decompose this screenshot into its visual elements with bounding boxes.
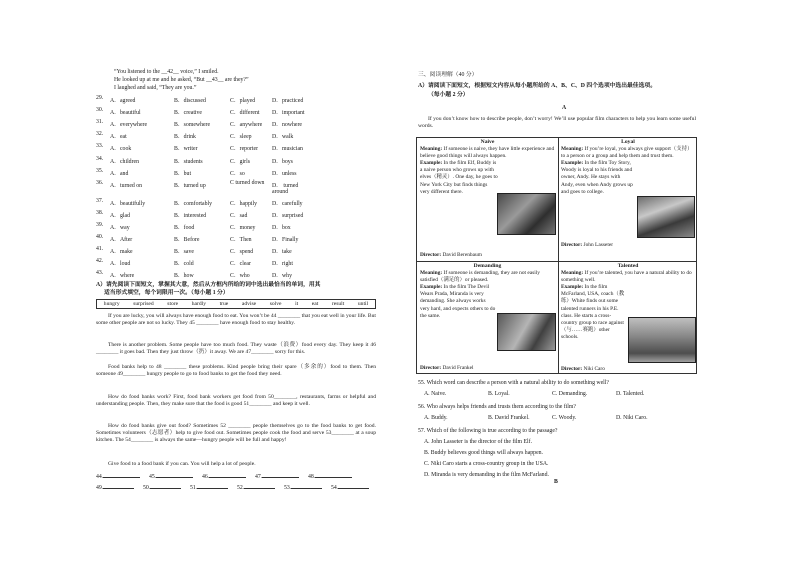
option-b: B．but bbox=[174, 170, 192, 177]
passage-paragraph: Give food to a food bank if you can. You will help a lot of people. bbox=[108, 461, 256, 467]
word-box-item: it bbox=[295, 301, 299, 307]
director-label: Director: bbox=[420, 251, 442, 258]
question-number: 31. bbox=[96, 119, 104, 126]
option-b: B．cold bbox=[174, 261, 194, 268]
passage-paragraph: How do food banks work? First, food bank workers get food from 50________, restaurants, farms or helpful and understanding people. Then, they make sure that the food is good 51________ and keep it well. bbox=[96, 394, 376, 408]
example-label: Example: bbox=[420, 284, 443, 291]
story-line-3: I laughed and said, “They are you.” bbox=[114, 85, 197, 91]
option-a: A．and bbox=[110, 170, 129, 177]
question-number: 29. bbox=[96, 95, 104, 101]
option-a: A．everywhere bbox=[110, 122, 148, 129]
answer-blank[interactable] bbox=[331, 483, 369, 492]
option-b: B．drink bbox=[174, 134, 196, 141]
film-still-elf bbox=[497, 193, 556, 235]
answer-number: 44. bbox=[96, 474, 104, 480]
word-box-item: hungry bbox=[103, 301, 120, 307]
meaning-label: Meaning: bbox=[420, 146, 443, 153]
cell-head-talented: Talented bbox=[617, 263, 639, 269]
question-number: 40. bbox=[96, 234, 104, 241]
option-c: C．played bbox=[230, 98, 256, 104]
option-d: D．box bbox=[272, 225, 291, 231]
answer-underline[interactable] bbox=[150, 483, 181, 489]
answer-number: 53. bbox=[284, 485, 292, 491]
option-a: A．cook bbox=[110, 146, 132, 153]
passage-paragraph: If you are lucky, you will always have enough food to eat. You won’t be 44 ________ that you eat well in your life. But some other people are not so lucky. They 45 ________ have enough food to stay healthy. bbox=[96, 313, 376, 327]
answer-option[interactable]: D. Miranda is very demanding in the film McFarland. bbox=[424, 472, 549, 478]
option-a: A．eat bbox=[110, 134, 127, 141]
answer-option[interactable]: D. Niki Caro. bbox=[616, 415, 648, 421]
film-still-devil-wears-prada bbox=[497, 313, 556, 351]
option-d: D．important bbox=[272, 110, 305, 117]
option-a: A．way bbox=[110, 225, 130, 231]
option-c: C．different bbox=[230, 110, 260, 117]
answer-number: 51. bbox=[190, 485, 198, 491]
answer-blank[interactable] bbox=[190, 483, 228, 492]
option-d: D．practiced bbox=[272, 98, 304, 104]
option-b: B．comfortably bbox=[174, 200, 212, 207]
option-b: B．writer bbox=[174, 146, 198, 153]
answer-blank[interactable] bbox=[96, 472, 140, 481]
passage-letter-a: A bbox=[562, 105, 567, 111]
word-table bbox=[416, 137, 697, 374]
word-box-item: result bbox=[331, 301, 345, 307]
answer-underline[interactable] bbox=[209, 472, 246, 478]
director-name: Niki Caro bbox=[583, 365, 605, 372]
option-c: C．sad bbox=[230, 212, 248, 219]
example-label: Example: bbox=[561, 160, 584, 167]
option-a: A．turned on bbox=[110, 182, 143, 189]
answer-blank[interactable] bbox=[255, 472, 299, 481]
passage-intro: If you don’t know how to describe people, don’t worry! We’ll use popular film characters to help you learn some useful words. bbox=[418, 116, 696, 130]
question-number: 32. bbox=[96, 131, 104, 138]
answer-blank[interactable] bbox=[96, 483, 134, 492]
word-box-item: true bbox=[219, 301, 229, 307]
section-b-title: A）请先阅读下面短文，掌握其大意，然后从方框内所给的词中选出最恰当的单词，用其 bbox=[96, 282, 321, 288]
option-c: C turned down bbox=[230, 179, 265, 186]
question-number: 33. bbox=[96, 143, 104, 150]
answer-option[interactable]: A. John Lasseter is the director of the film Elf. bbox=[424, 439, 533, 445]
option-d: D．why bbox=[272, 273, 292, 280]
option-d: D． turned around bbox=[272, 182, 299, 195]
answer-option[interactable]: A. Buddy. bbox=[424, 415, 448, 421]
option-d: D．boys bbox=[272, 158, 293, 165]
director-label: Director: bbox=[561, 365, 583, 372]
word-box-item: eat bbox=[311, 301, 319, 307]
meaning-label: Meaning: bbox=[561, 146, 584, 153]
reading-instruction: A）请阅读下面短文，根据短文内容从每小题所给的 A、B、C、D 四个选项中选出最佳选项。 bbox=[418, 83, 656, 89]
option-d: D．surprised bbox=[272, 212, 304, 219]
option-a: A．After bbox=[110, 237, 133, 244]
meaning-text: If someone is demanding, they are not easily satisfied（满足的）or pleased. bbox=[420, 270, 540, 284]
answer-blank[interactable] bbox=[143, 483, 181, 492]
question-number: 35. bbox=[96, 167, 104, 174]
option-c: C．happily bbox=[230, 200, 258, 207]
passage-paragraph: How do food banks give out food? Sometimes 52 ________ people themselves go to the food banks to get food. Sometimes volunteers（志愿者）help to give food out. Sometimes people cook the food and serve 53________ at a soup kitchen. The 54________ is always the same—hungry people will be full and happy! bbox=[96, 423, 376, 444]
option-c: C．who bbox=[230, 273, 250, 280]
answer-number: 52. bbox=[237, 485, 245, 491]
word-box-item: hardly bbox=[191, 301, 207, 307]
question-number: 30. bbox=[96, 107, 104, 114]
option-c: C．money bbox=[230, 225, 256, 231]
director-name: John Lasseter bbox=[583, 242, 614, 248]
director-label: Director: bbox=[561, 242, 583, 248]
option-a: A．agreed bbox=[110, 98, 136, 104]
word-box-item: advise bbox=[241, 301, 257, 307]
director-name: David Frankel bbox=[442, 364, 474, 371]
option-c: C．so bbox=[230, 170, 245, 177]
answer-option[interactable]: C. Woody. bbox=[552, 415, 577, 421]
example-text: In the film McFarland, USA, coach（教练）White finds out some talented runners in his P.E. class. He starts a cross-country group to race against（与……赛跑）other schools. bbox=[561, 284, 625, 340]
story-line-1: “You listened to the __42__ voice,” I smiled. bbox=[114, 69, 219, 75]
answer-number: 49. bbox=[96, 485, 104, 491]
answer-number: 46. bbox=[202, 474, 210, 480]
option-a: A．children bbox=[110, 158, 139, 165]
answer-number: 50. bbox=[143, 485, 151, 491]
director-name: David Berenbaum bbox=[442, 251, 482, 258]
meaning-label: Meaning: bbox=[420, 270, 443, 277]
story-line-2: He looked up at me and he asked, “But __43__ are they?” bbox=[114, 77, 249, 83]
question-number: 34. bbox=[96, 155, 104, 162]
question-number: 39. bbox=[96, 222, 104, 228]
answer-blank[interactable] bbox=[308, 472, 352, 481]
option-d: D．carefully bbox=[272, 200, 303, 207]
option-b: B．discussed bbox=[174, 98, 206, 104]
answer-underline[interactable] bbox=[262, 472, 299, 478]
example-label: Example: bbox=[420, 160, 443, 167]
option-b: B．somewhere bbox=[174, 122, 211, 129]
meaning-text: If you’re talented, you have a natural ability to do something well. bbox=[561, 270, 692, 284]
answer-option[interactable]: C. Demanding. bbox=[552, 391, 588, 397]
passage-paragraph: There is another problem. Some people have too much food. They waste（浪费）food every day. They keep it 46 ________ it goes bad. Then they just throw（扔）it away. We are 47________ sorry for this. bbox=[96, 342, 376, 356]
option-d: D．unless bbox=[272, 170, 297, 177]
question-number: 42. bbox=[96, 258, 104, 265]
answer-option[interactable]: D. Talented. bbox=[616, 391, 645, 397]
option-d: D．musician bbox=[272, 146, 303, 153]
word-box bbox=[96, 299, 376, 309]
answer-underline[interactable] bbox=[156, 472, 193, 478]
option-b: B．food bbox=[174, 225, 195, 231]
answer-number: 48. bbox=[308, 474, 316, 480]
option-b: B．turned up bbox=[174, 182, 206, 189]
answer-underline[interactable] bbox=[103, 472, 140, 478]
option-b: B．how bbox=[174, 273, 194, 280]
answer-option[interactable]: A. Naive. bbox=[424, 391, 447, 397]
answer-option[interactable]: C. Niki Caro starts a cross-country group in the USA. bbox=[424, 461, 549, 467]
option-d: D．take bbox=[272, 249, 292, 256]
meaning-text: If you’re loyal, you always give support（支持）to a person or a group and help them and trust them. bbox=[561, 146, 693, 160]
question-text: 57. Which of the following is true according to the passage? bbox=[418, 428, 558, 434]
option-d: D．right bbox=[272, 261, 293, 268]
meaning-label: Meaning: bbox=[561, 270, 584, 277]
question-number: 43. bbox=[96, 270, 104, 277]
answer-underline[interactable] bbox=[103, 483, 134, 489]
example-label: Example: bbox=[561, 284, 584, 291]
option-d: D．Finally bbox=[272, 237, 299, 244]
answer-underline[interactable] bbox=[338, 483, 369, 489]
cell-head-demanding: Demanding bbox=[473, 263, 502, 269]
question-number: 41. bbox=[96, 246, 104, 253]
example-text: In the film Toy Story, Woody is loyal to his friends and owner, Andy. He stays with Andy, even when Andy grows up and goes to college. bbox=[561, 160, 633, 195]
question-text: 55. Which word can describe a person with a natural ability to do something well? bbox=[418, 380, 609, 386]
option-a: A．beautiful bbox=[110, 110, 141, 117]
answer-number: 45. bbox=[149, 474, 157, 480]
reading-instruction-2: （每小题 2 分） bbox=[428, 92, 469, 98]
meaning-text: If someone is naive, they have little experience and believe good things will always happen. bbox=[420, 146, 555, 160]
director-label: Director: bbox=[420, 364, 442, 371]
option-c: C．spend bbox=[230, 249, 254, 256]
option-b: B．interested bbox=[174, 212, 207, 219]
option-b: B．creative bbox=[174, 110, 203, 117]
question-number: 36. bbox=[96, 179, 104, 186]
option-c: C．sleep bbox=[230, 134, 252, 141]
example-text: In the film The Devil Wears Prada, Miranda is very demanding. She always works very hard, and expects others to do the same. bbox=[420, 284, 496, 319]
option-a: A．where bbox=[110, 273, 135, 280]
option-c: C．anywhere bbox=[230, 122, 263, 129]
cell-head-loyal: Loyal bbox=[621, 139, 635, 145]
option-a: A．beautifully bbox=[110, 200, 146, 207]
answer-blank[interactable] bbox=[237, 483, 275, 492]
option-a: A．loud bbox=[110, 261, 131, 268]
option-a: A．make bbox=[110, 249, 133, 256]
passage-paragraph: Food banks help to 48 ________ these problems. Kind people bring their spare（多余的）food to them. Then someone 49________ hungry people to go to food banks to get the food they need. bbox=[96, 364, 376, 378]
option-d: D．walk bbox=[272, 134, 294, 141]
passage-letter-b: B bbox=[554, 479, 558, 485]
word-box-item: until bbox=[357, 301, 369, 307]
answer-blank[interactable] bbox=[284, 483, 322, 492]
answer-option[interactable]: B. Loyal. bbox=[488, 391, 510, 397]
answer-blank[interactable] bbox=[149, 472, 193, 481]
option-d: D．nowhere bbox=[272, 122, 302, 129]
option-a: A．glad bbox=[110, 212, 130, 219]
answer-underline[interactable] bbox=[197, 483, 228, 489]
option-b: B．Before bbox=[174, 237, 200, 244]
film-still-mcfarland bbox=[628, 317, 696, 363]
option-c: C．clear bbox=[230, 261, 251, 268]
option-c: C．Then bbox=[230, 237, 252, 244]
answer-blank[interactable] bbox=[202, 472, 246, 481]
section-b-title-2: 适当形式填空，每个词限用一次。（每小题 1 分） bbox=[104, 290, 229, 296]
answer-underline[interactable] bbox=[244, 483, 275, 489]
answer-number: 47. bbox=[255, 474, 263, 480]
option-b: B．save bbox=[174, 249, 194, 256]
film-still-toy-story bbox=[637, 196, 695, 238]
answer-underline[interactable] bbox=[291, 483, 322, 489]
word-box-item: surprised bbox=[133, 301, 154, 307]
answer-option[interactable]: B. David Frankel. bbox=[488, 415, 530, 421]
option-c: C．girls bbox=[230, 158, 250, 165]
cell-head-naive: Naive bbox=[480, 139, 495, 145]
word-box-item: solve bbox=[269, 301, 282, 307]
question-text: 56. Who always helps friends and trusts them according to the film? bbox=[418, 404, 576, 410]
question-number: 38. bbox=[96, 209, 104, 216]
answer-underline[interactable] bbox=[315, 472, 352, 478]
answer-option[interactable]: B. Buddy believes good things will always happen. bbox=[424, 450, 543, 456]
option-b: B．students bbox=[174, 158, 203, 165]
question-number: 37. bbox=[96, 197, 104, 204]
option-c: C．reporter bbox=[230, 146, 259, 153]
word-box-item: store bbox=[167, 301, 179, 307]
example-text: In the film Elf, Buddy is a naive person who grows up with elves（精灵）. One day, he goes to New York City but finds things very different there. bbox=[420, 160, 498, 195]
reading-section-title: 三、阅读理解（40 分） bbox=[418, 72, 478, 78]
answer-number: 54. bbox=[331, 485, 339, 491]
